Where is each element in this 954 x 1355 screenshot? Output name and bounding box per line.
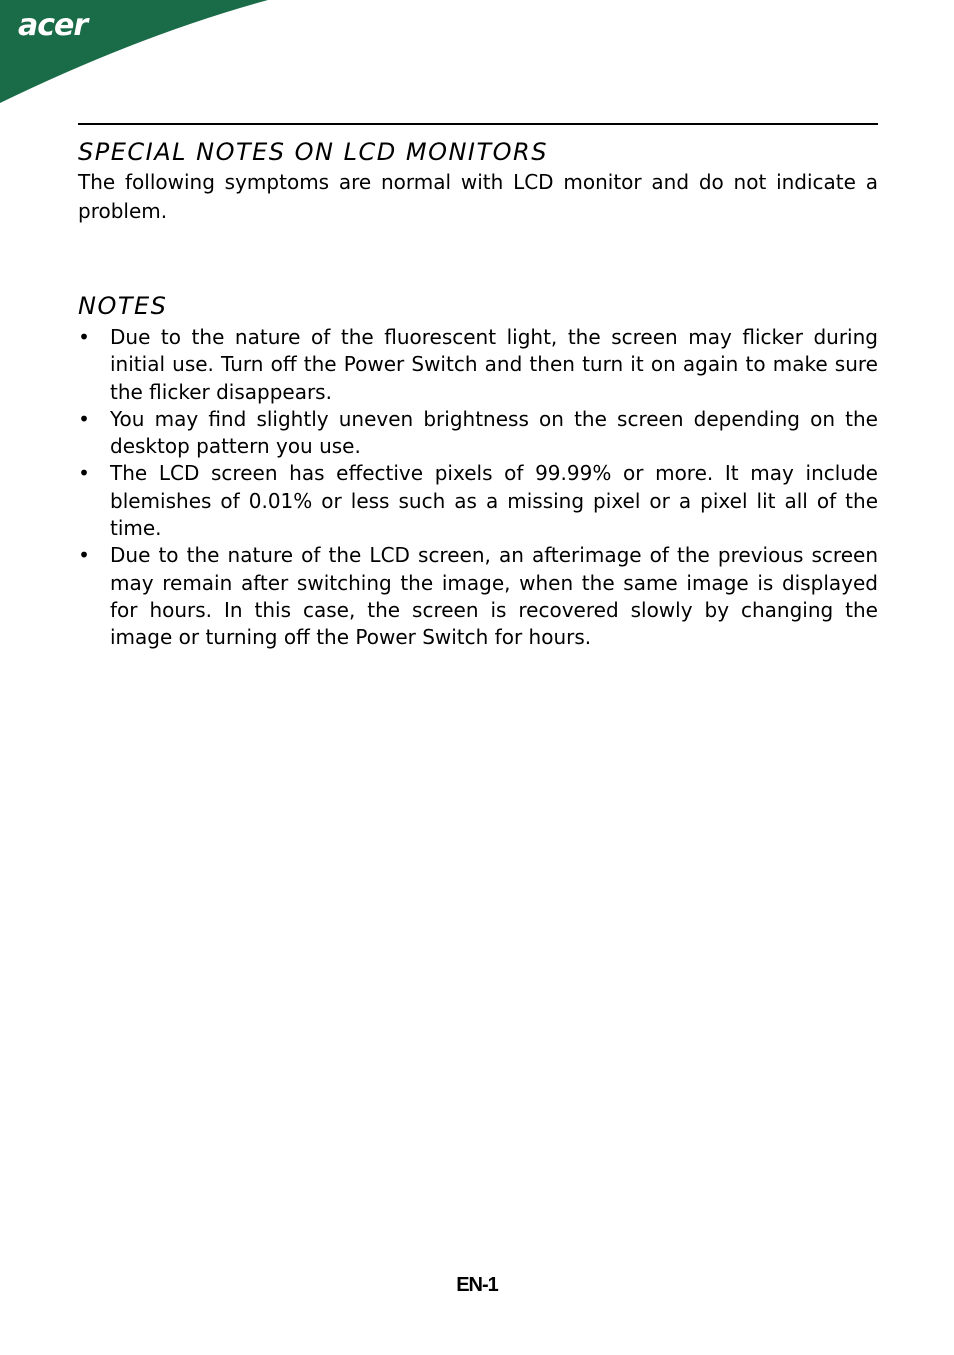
list-item (78, 324, 878, 406)
header-rule (78, 123, 878, 125)
bullet-icon: • (78, 325, 90, 349)
document-body (78, 136, 878, 652)
acer-logo: acer (18, 8, 88, 43)
note-text: You may find slightly uneven brightness on the screen depending on the desktop pattern you use. (110, 406, 878, 459)
section-title: SPECIAL NOTES ON LCD MONITORS (78, 138, 548, 166)
list-item (78, 406, 878, 461)
note-text: The LCD screen has effective pixels of 99.99% or more. It may include blemishes of 0.01% or less such as a missing pixel or a pixel lit all of the time. (110, 461, 878, 541)
note-text: Due to the nature of the LCD screen, an afterimage of the previous screen may remain after switching the image, when the same image is displayed for hours. In this case, the screen is recovered slowly by changing the image or turning off the Power Switch for hours. (110, 543, 878, 650)
note-text: Due to the nature of the fluorescent light, the screen may flicker during initial use. Turn off the Power Switch and then turn it on again to make sure the flicker disappears. (110, 325, 878, 404)
page-number: EN-1 (456, 1274, 498, 1296)
list-item (78, 460, 878, 542)
notes-list (78, 324, 878, 652)
bullet-icon: • (78, 461, 90, 486)
bullet-icon: • (78, 543, 90, 568)
bullet-icon: • (78, 406, 90, 431)
notes-title: NOTES (78, 292, 168, 320)
list-item (78, 542, 878, 651)
intro-paragraph: The following symptoms are normal with LCD monitor and do not indicate a problem. (78, 170, 878, 223)
